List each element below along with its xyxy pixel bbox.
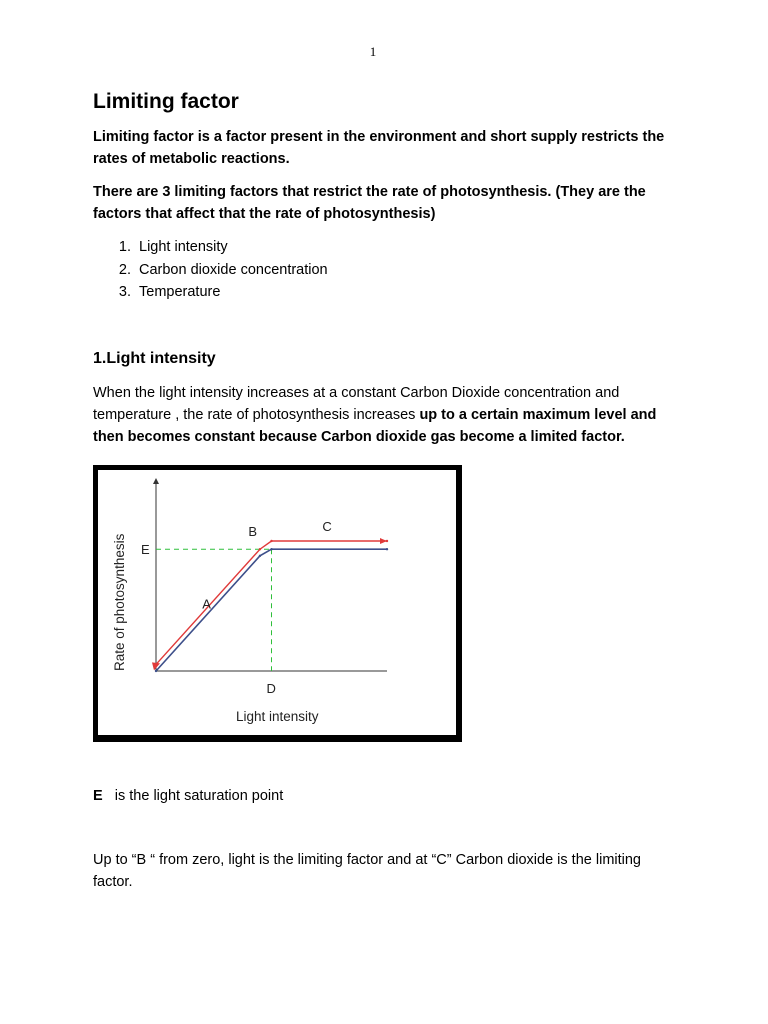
note-paragraph bbox=[93, 785, 683, 807]
label-d: D bbox=[266, 680, 276, 696]
data-point bbox=[259, 548, 261, 550]
section-text: When the light intensity increases at a constant Carbon Dioxide concentration and temperature , the rate of photosynthesis increases bbox=[93, 384, 620, 423]
list-label: Carbon dioxide concentration bbox=[139, 261, 328, 278]
page-number: 1 bbox=[369, 44, 377, 59]
x-axis-title: Light intensity bbox=[236, 708, 319, 724]
data-point bbox=[270, 548, 272, 550]
list-item bbox=[93, 236, 683, 259]
photosynthesis-graph bbox=[93, 465, 462, 742]
chart-svg bbox=[93, 465, 462, 742]
label-b: B bbox=[248, 523, 258, 539]
list-label: Light intensity bbox=[139, 239, 228, 255]
list-number: 2. bbox=[118, 261, 131, 278]
y-axis-title: Rate of photosynthesis bbox=[112, 533, 127, 671]
section-text-bold: up to a certain maximum level and then becomes constant because Carbon dioxide gas become a limited factor. bbox=[93, 406, 657, 445]
label-c: C bbox=[322, 518, 332, 534]
factor-list bbox=[93, 236, 683, 304]
section-paragraph bbox=[93, 382, 683, 448]
list-number: 3. bbox=[118, 284, 131, 300]
list-item bbox=[93, 259, 683, 282]
note-text: is the light saturation point bbox=[114, 787, 284, 804]
data-point bbox=[259, 554, 261, 556]
label-e: E bbox=[141, 541, 150, 557]
note-label: E bbox=[93, 787, 103, 804]
conclusion-paragraph: Up to “B “ from zero, light is the limiting factor and at “C” Carbon dioxide is the limiting factor. bbox=[93, 851, 641, 890]
label-a: A bbox=[202, 595, 211, 611]
intro-paragraph: There are 3 limiting factors that restrict the rate of photosynthesis. (They are the factors that affect that the rate of photosynthesis) bbox=[93, 184, 646, 222]
list-number: 1. bbox=[118, 239, 131, 255]
definition-paragraph: Limiting factor is a factor present in the environment and short supply restricts the rates of metabolic reactions. bbox=[93, 129, 665, 167]
document-body bbox=[93, 88, 683, 904]
list-label: Temperature bbox=[139, 284, 221, 300]
list-item bbox=[93, 281, 683, 304]
data-point bbox=[270, 539, 272, 541]
section-heading: 1.Light intensity bbox=[93, 349, 216, 367]
data-point bbox=[155, 669, 157, 671]
chart-background bbox=[98, 470, 456, 735]
page-title: Limiting factor bbox=[93, 90, 239, 113]
data-point bbox=[386, 548, 388, 550]
